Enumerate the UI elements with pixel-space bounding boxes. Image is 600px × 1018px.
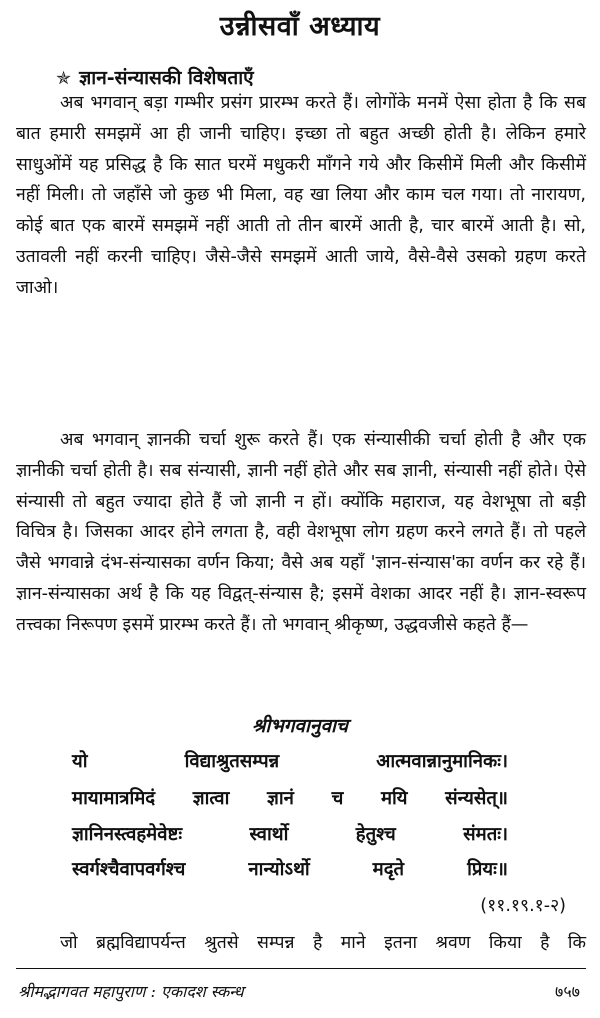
verse-word: मयि [380, 788, 408, 809]
footer-divider [16, 968, 586, 969]
paragraph-2-block [16, 425, 586, 641]
paragraph: अब भगवान् ज्ञानकी चर्चा शुरू करते हैं। एक संन्यासीकी चर्चा होती है और एक ज्ञानीकी चर्चा होती है। सब संन्यासी, ज्ञानी नहीं होते और सब ज्ञानी, संन्यासी नहीं होते। ऐसे संन्यासी तो बहुत ज्यादा होते हैं जो ज्ञानी न हों। क्योंकि महाराज, यह वेशभूषा तो बड़ी विचित्र है। जिसका आदर होने लगता है, वही वेशभूषा लोग ग्रहण करने लगते हैं। तो पहले जैसे भगवान्ने दंभ-संन्यासका वर्णन किया; वैसे अब यहाँ 'ज्ञान-संन्यास'का वर्णन कर रहे हैं। ज्ञान-संन्यासका अर्थ है कि यह विद्वत्-संन्यास है; इसमें वेशका आदर नहीं है। ज्ञान-स्वरूप तत्त्वका निरूपण इसमें प्रारम्भ करते हैं। तो भगवान् श्रीकृष्ण, उद्धवजीसे कहते हैं— [16, 430, 586, 635]
verse-reference: (११.१९.१-२) [480, 896, 566, 916]
footer-book-title: श्रीमद्भागवत महापुराण : एकादश स्कन्ध [18, 982, 244, 1001]
verse-line-4 [72, 856, 508, 881]
verse-word: नान्योऽर्थो [248, 859, 310, 880]
verse-word: च [331, 788, 344, 809]
paragraph: अब भगवान् बड़ा गम्भीर प्रसंग प्रारम्भ करते हैं। लोगोंके मनमें ऐसा होता है कि सब बात हमारी समझमें आ ही जानी चाहिए। इच्छा तो बहुत अच्छी होती है। लेकिन हमारे साधुओंमें यह प्रसिद्ध है कि सात घरमें मधुकरी माँगने गये और किसीमें मिली और किसीमें नहीं मिली। तो जहाँसे जो कुछ भी मिला, वह खा लिया और काम चल गया। तो नारायण, कोई बात एक बारमें समझमें नहीं आती तो तीन बारमें आती है, चार बारमें आती है। सो, उतावली नहीं करनी चाहिए। जैसे-जैसे समझमें आती जाये, वैसे-वैसे उसको ग्रहण करते जाओ। [16, 93, 586, 298]
paragraph-1-block [16, 88, 586, 304]
verse-word: संमतः। [463, 824, 508, 845]
chapter-title: उन्नीसवाँ अध्याय [219, 11, 381, 42]
verse-word: प्रियः॥ [467, 859, 508, 880]
continuation-line: जो ब्रह्मविद्यापर्यन्त श्रुतसे सम्पन्न है माने इतना श्रवण किया है कि [60, 933, 586, 953]
verse-line-3 [72, 821, 508, 846]
page-number: ७५७ [555, 982, 580, 1001]
verse-line-2 [72, 785, 508, 810]
verse-word: स्वार्थो [249, 824, 289, 845]
verse-word: ज्ञानं [267, 788, 294, 809]
verse-word: स्वर्गश्चैवापवर्गश्च [72, 859, 186, 880]
verse-word: आत्मवान्नानुमानिकः। [376, 751, 508, 772]
verse-speaker: श्रीभगवानुवाच [251, 715, 348, 737]
section-heading [56, 64, 254, 90]
star-icon: ✯ [56, 68, 72, 89]
verse-word: संन्यसेत्॥ [445, 788, 508, 809]
verse-word: मदृते [372, 859, 405, 880]
section-heading-text: ज्ञान-संन्यासकी विशेषताएँ [79, 67, 254, 89]
verse-word: यो [72, 751, 88, 772]
verse-line-1 [72, 748, 508, 773]
verse-word: विद्याश्रुतसम्पन्न [184, 751, 280, 772]
verse-word: मायामात्रमिदं [72, 788, 156, 809]
verse-word: ज्ञानिनस्त्वहमेवेष्टः [72, 824, 183, 845]
verse-word: हेतुश्च [355, 824, 396, 845]
verse-word: ज्ञात्वा [192, 788, 230, 809]
